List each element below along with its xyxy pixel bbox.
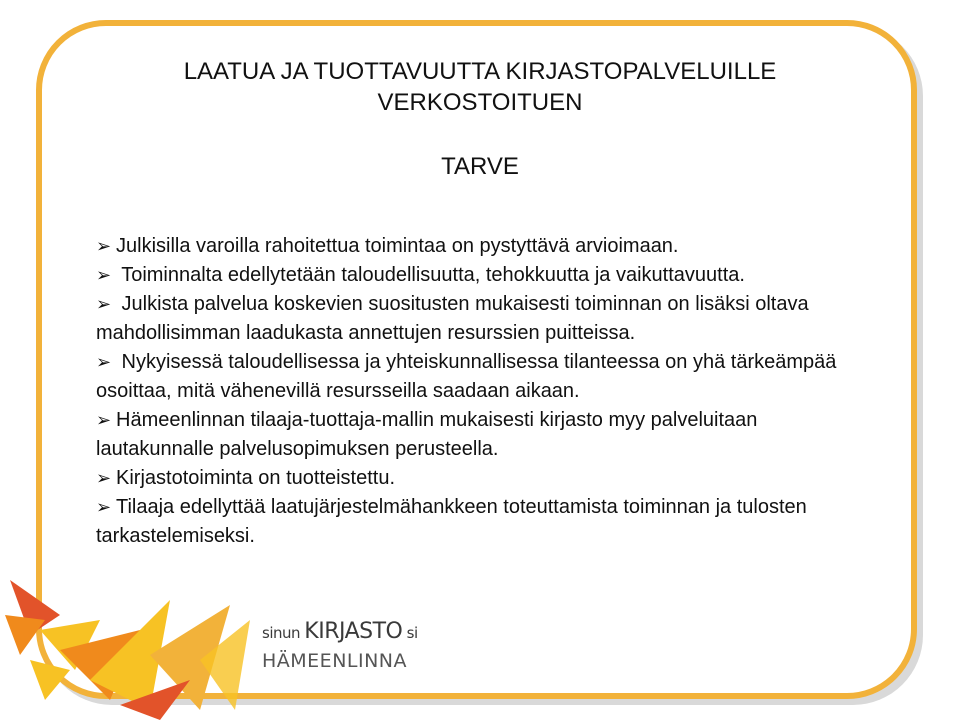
bullet-item-2 [96, 261, 876, 290]
logo-brand: KIRJASTO [304, 619, 403, 644]
bullet-item-3 [96, 290, 876, 348]
logo-city: HÄMEENLINNA [262, 650, 408, 672]
slide-title: LAATUA JA TUOTTAVUUTTA KIRJASTOPALVELUILLE VERKOSTOITUEN [183, 58, 777, 116]
arrow-bullet-icon: ➢ [96, 468, 112, 488]
arrow-bullet-icon: ➢ [96, 265, 112, 285]
bullet-item-7 [96, 493, 876, 551]
bullet-text: Kirjastotoiminta on tuotteistettu. [116, 467, 396, 489]
arrow-bullet-icon: ➢ [96, 236, 112, 256]
bullet-text: Nykyisessä taloudellisessa ja yhteiskunnallisessa tilanteessa on yhä tärkeämpää osoittaa, mitä vähenevillä resursseilla saadaan aikaan. [96, 351, 837, 402]
bullet-text: Tilaaja edellyttää laatujärjestelmähankkeen toteuttamista toiminnan ja tulosten tarkastelemiseksi. [96, 496, 807, 547]
bullet-text: Julkisilla varoilla rahoitettua toimintaa on pystyttävä arvioimaan. [116, 235, 679, 257]
logo-triangles-icon [0, 560, 260, 720]
bullet-item-1 [96, 232, 876, 261]
bullet-item-6 [96, 464, 876, 493]
arrow-bullet-icon: ➢ [96, 294, 112, 314]
bullet-text: Julkista palvelua koskevien suositusten mukaisesti toiminnan on lisäksi oltava mahdollisimman laadukasta annettujen resurssien puitteissa. [96, 293, 809, 344]
bullet-text: Toiminnalta edellytetään taloudellisuutta, tehokkuutta ja vaikuttavuutta. [116, 264, 745, 286]
logo-suffix: si [402, 624, 418, 642]
logo-prefix: sinun [262, 624, 305, 642]
bullet-text: Hämeenlinnan tilaaja-tuottaja-mallin mukaisesti kirjasto myy palveluitaan lautakunnalle palvelusopimuksen perusteella. [96, 409, 758, 460]
arrow-bullet-icon: ➢ [96, 352, 112, 372]
arrow-bullet-icon: ➢ [96, 497, 112, 517]
bullet-list [96, 232, 876, 551]
logo-wordmark [262, 619, 418, 644]
bullet-item-5 [96, 406, 876, 464]
slide-subtitle: TARVE [441, 153, 519, 180]
bullet-item-4 [96, 348, 876, 406]
arrow-bullet-icon: ➢ [96, 410, 112, 430]
